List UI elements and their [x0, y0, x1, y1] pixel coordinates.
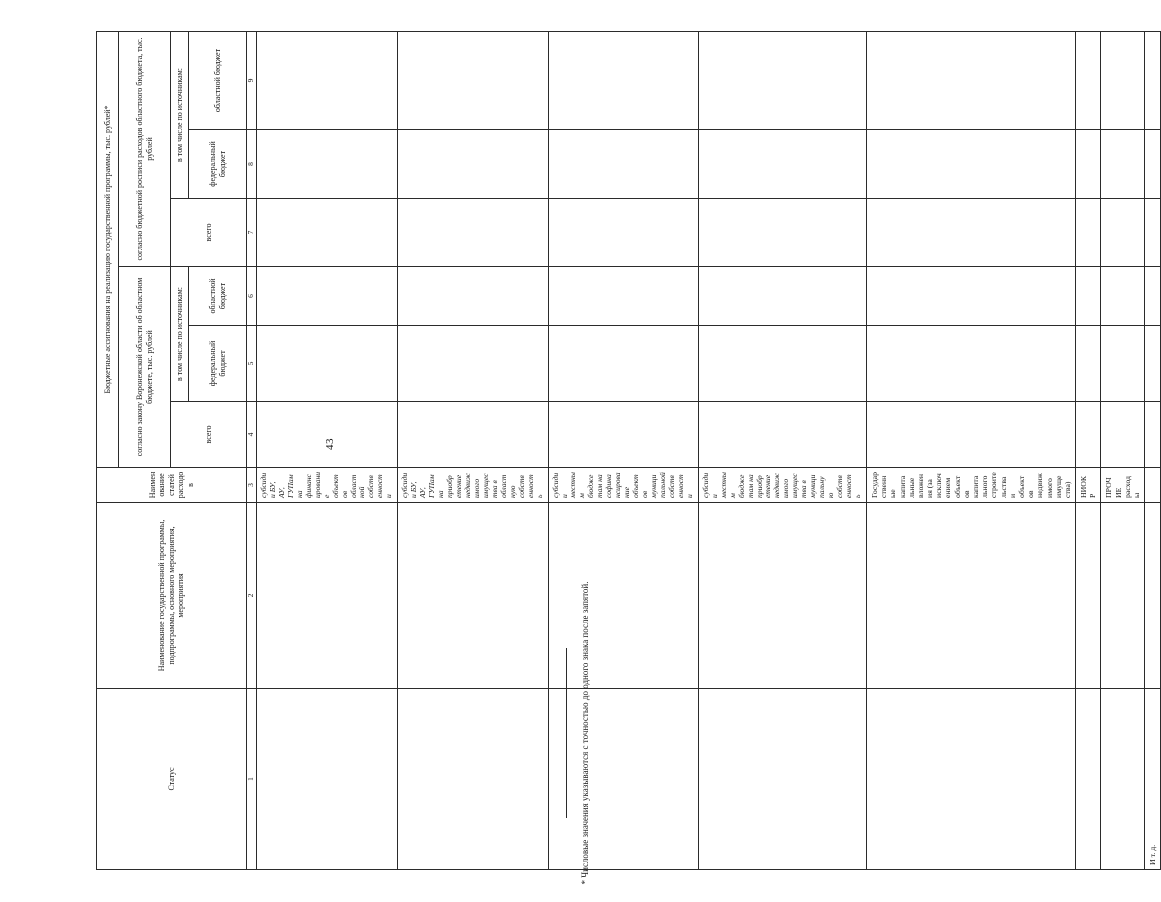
cell-value — [1076, 325, 1101, 401]
cell-value — [257, 325, 398, 401]
cell-expense-name: Государственные капитальные вложения (за исключением объектов капитального строительства и объектов недвижимого имущества) — [866, 467, 1075, 502]
cell-value — [548, 198, 698, 266]
footnote-separator — [566, 648, 567, 818]
cell-value — [1145, 129, 1161, 198]
col-number-7: 7 — [247, 198, 257, 266]
cell-value — [1145, 266, 1161, 325]
cell-program — [257, 502, 398, 688]
cell-program — [548, 502, 698, 688]
cell-value — [698, 31, 866, 129]
cell-value — [398, 266, 548, 325]
cell-status — [1101, 688, 1145, 869]
cell-program — [1145, 502, 1161, 688]
cell-expense-name: субсидии БУ, АУ, ГУПам на финансирование объектов областной собственности — [257, 467, 398, 502]
cell-value — [866, 31, 1075, 129]
cell-expense-name — [1145, 467, 1161, 502]
cell-status — [866, 688, 1075, 869]
table-row — [1101, 31, 1145, 869]
cell-value — [1145, 401, 1161, 467]
cell-program — [698, 502, 866, 688]
cell-value — [548, 325, 698, 401]
cell-value — [1076, 198, 1101, 266]
cell-program — [1101, 502, 1145, 688]
cell-value — [1076, 129, 1101, 198]
header-list-sources: в том числе по источникам: — [171, 31, 189, 198]
footnote: * Числовые значения указываются с точностью до одного знака после запятой. — [580, 581, 590, 885]
col-number-4: 4 — [247, 401, 257, 467]
header-law-sources: в том числе по источникам: — [171, 266, 189, 401]
cell-value — [548, 129, 698, 198]
cell-value — [698, 325, 866, 401]
cell-value — [866, 325, 1075, 401]
cell-status — [698, 688, 866, 869]
header-program-name: Наименование государственной программы, подпрограммы, основного мероприятия, мероприятия — [97, 502, 247, 688]
table-row — [1076, 31, 1101, 869]
cell-value — [866, 401, 1075, 467]
col-number-5: 5 — [247, 325, 257, 401]
cell-value — [1076, 31, 1101, 129]
cell-expense-name: НИОКР — [1076, 467, 1101, 502]
cell-value — [257, 31, 398, 129]
col-number-6: 6 — [247, 266, 257, 325]
cell-value — [698, 266, 866, 325]
cell-value — [257, 129, 398, 198]
cell-value — [398, 31, 548, 129]
cell-status — [398, 688, 548, 869]
cell-value — [1101, 129, 1145, 198]
cell-value — [1076, 266, 1101, 325]
cell-value — [398, 198, 548, 266]
cell-value — [866, 198, 1075, 266]
cell-value — [1145, 325, 1161, 401]
cell-value — [398, 401, 548, 467]
header-law-total: всего — [171, 401, 247, 467]
header-law-federal: федеральный бюджет — [189, 325, 247, 401]
cell-value — [1145, 198, 1161, 266]
cell-expense-name: субсидии местным бюджетам на софинансирование объектов муниципальной собственности — [548, 467, 698, 502]
table-row — [548, 31, 698, 869]
cell-value — [866, 266, 1075, 325]
cell-value — [698, 401, 866, 467]
col-number-9: 9 — [247, 31, 257, 129]
cell-expense-name: субсидии БУ, АУ, ГУПам на приобретение недвижимого имущества в областную собственность — [398, 467, 548, 502]
cell-value — [698, 198, 866, 266]
cell-value — [1101, 325, 1145, 401]
cell-value — [1076, 401, 1101, 467]
cell-expense-name: ПРОЧИЕ расходы — [1101, 467, 1145, 502]
header-by-list: согласно бюджетной росписи расходов областного бюджета, тыс. рублей — [119, 31, 171, 266]
cell-value — [1101, 31, 1145, 129]
cell-program — [398, 502, 548, 688]
header-status: Статус — [97, 688, 247, 869]
cell-value — [1101, 266, 1145, 325]
header-budget-allocations: Бюджетные ассигнования на реализацию государственной программы, тыс. рублей* — [97, 31, 119, 467]
cell-status — [548, 688, 698, 869]
cell-value — [548, 31, 698, 129]
cell-value — [257, 266, 398, 325]
cell-value — [1145, 31, 1161, 129]
cell-value — [257, 401, 398, 467]
cell-value — [398, 325, 548, 401]
col-number-1: 1 — [247, 688, 257, 869]
header-by-law: согласно закону Воронежской области об областном бюджете, тыс. рублей — [119, 266, 171, 467]
cell-program — [866, 502, 1075, 688]
cell-status — [257, 688, 398, 869]
header-list-total: всего — [171, 198, 247, 266]
table-row — [698, 31, 866, 869]
cell-expense-name: субсидии местным бюджетам на приобретение недвижимого имущества в муниципальную собственность — [698, 467, 866, 502]
header-law-regional: областной бюджет — [189, 266, 247, 325]
cell-value — [1101, 401, 1145, 467]
budget-table — [96, 31, 1161, 870]
cell-value — [866, 129, 1075, 198]
cell-status — [1076, 688, 1101, 869]
table-row — [1145, 31, 1161, 869]
cell-status-etc: И т. д. — [1145, 688, 1161, 869]
header-list-regional: областной бюджет — [189, 31, 247, 129]
col-number-2: 2 — [247, 502, 257, 688]
cell-value — [548, 266, 698, 325]
cell-value — [1101, 198, 1145, 266]
table-row — [866, 31, 1075, 869]
col-number-3: 3 — [247, 467, 257, 502]
page-number: 43 — [324, 438, 336, 450]
table-row — [257, 31, 398, 869]
header-expense-name: Наименование статей расходов — [97, 467, 247, 502]
header-list-federal: федеральный бюджет — [189, 129, 247, 198]
col-number-8: 8 — [247, 129, 257, 198]
cell-value — [548, 401, 698, 467]
cell-value — [398, 129, 548, 198]
cell-program — [1076, 502, 1101, 688]
table-row — [398, 31, 548, 869]
cell-value — [698, 129, 866, 198]
cell-value — [257, 198, 398, 266]
